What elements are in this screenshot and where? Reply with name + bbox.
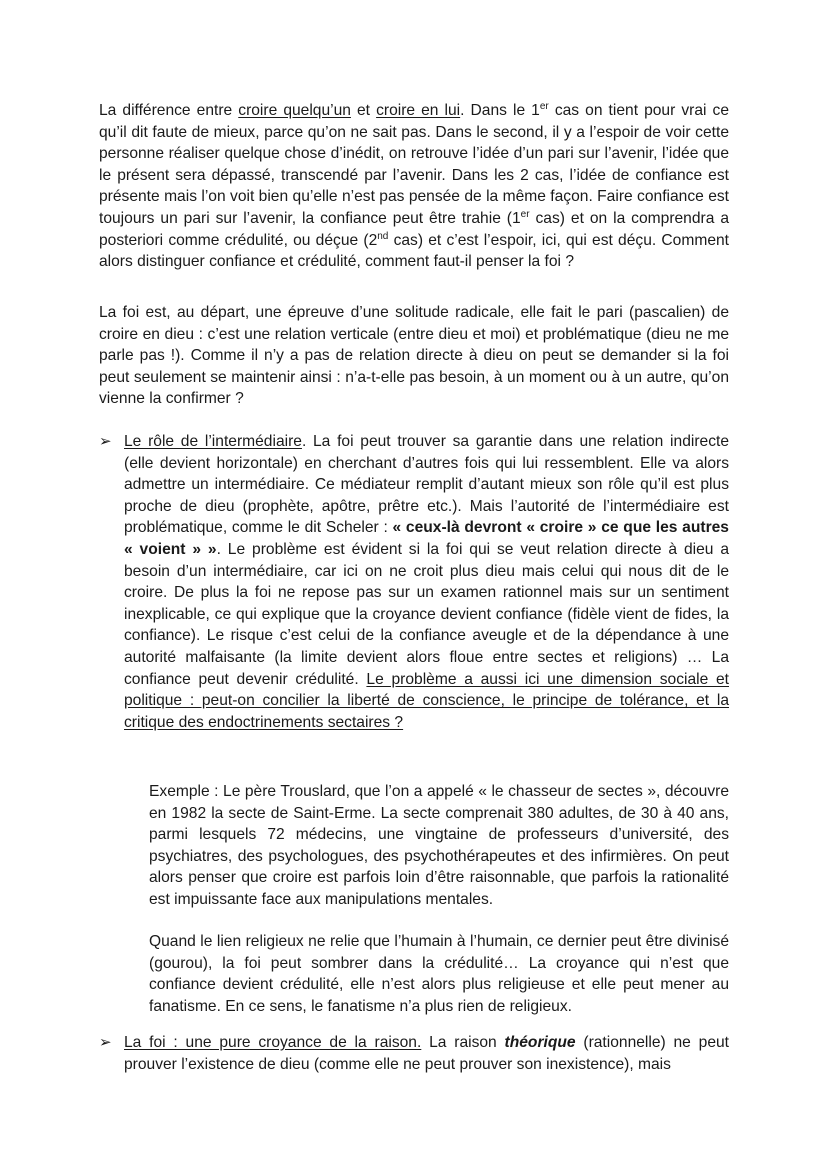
example-trouslard: Exemple : Le père Trouslard, que l’on a appelé « le chasseur de sectes », découvre en 1982 la secte de Saint-Erme. La secte comprenait 380 adultes, de 30 à 40 ans, parmi lesquels 72 médecins, une vingtaine de professeurs d’université, des psychiatres, des psychologues, des psychothérapeutes et des infirmières. On peut alors penser que croire est parfois loin d’être raisonnable, que parfois la rationalité est impuissante face aux manipulations mentales. bbox=[149, 783, 729, 908]
bullet-foi-croyance-raison: La foi : une pure croyance de la raison. La raison théorique (rationnelle) ne peut prouver l’existence de dieu (comme elle ne peut prouver son inexistence), mais bbox=[124, 1034, 729, 1073]
bullet-arrow-icon: ➢ bbox=[99, 1033, 112, 1051]
paragraph-intro: La différence entre croire quelqu’un et croire en lui. Dans le 1er cas on tient pour vrai ce qu’il dit faute de mieux, parce qu’on ne sait pas. Dans le second, il y a l’espoir de voir cette personne réaliser quelque chose d’inédit, on retrouve l’idée d’un pari sur l’avenir, l’idée que le présent sera dépassé, transcendé par l’avenir. Dans les 2 cas, l’idée de confiance est présente mais l’on voit bien qu’elle n’est pas pensée de la même façon. Faire confiance est toujours un pari sur l’avenir, la confiance peut être trahie (1er cas) et on la comprendra a posteriori comme crédulité, ou déçue (2nd cas) et c’est l’espoir, ici, qui est déçu. Comment alors distinguer confiance et crédulité, comment faut-il penser la foi ? bbox=[99, 101, 729, 271]
bullet-arrow-icon: ➢ bbox=[99, 432, 112, 450]
paragraph-lien-religieux: Quand le lien religieux ne relie que l’humain à l’humain, ce dernier peut être divinisé (gourou), la foi peut sombrer dans la crédulité… La croyance qui n’est que confiance devient crédulité, elle n’est alors plus religieuse et elle peut mener au fanatisme. En ce sens, le fanatisme n’a plus rien de religieux. bbox=[149, 933, 729, 1015]
scheler-quote: « ceux-là devront « croire » ce que les autres « voient » » bbox=[124, 519, 729, 558]
underlined-term-croire-en-lui: croire en lui bbox=[376, 102, 461, 119]
paragraph-foi-solitude: La foi est, au départ, une épreuve d’une solitude radicale, elle fait le pari (pascalien) de croire en dieu : c’est une relation verticale (entre dieu et moi) et problématique (dieu ne me parle pas !). Comme il n’y a pas de relation directe à dieu on peut se demander si la foi peut seulement se maintenir ainsi : n’a-t-elle pas besoin, à un moment ou à un autre, qu’on vienne la confirmer ? bbox=[99, 304, 729, 408]
underlined-problem-statement: Le problème a aussi ici une dimension sociale et politique : peut-on concilier la liberté de conscience, le principe de tolérance, et la critique des endoctrinements sectaires ? bbox=[124, 670, 729, 731]
bullet-role-intermediaire: Le rôle de l’intermédiaire. La foi peut trouver sa garantie dans une relation indirecte (elle devient horizontale) en cherchant d’autres fois qui lui ressemblent. Elle va alors admettre un intermédiaire. Ce médiateur remplit d’autant mieux son rôle qu’il est plus proche de dieu (prophète, apôtre, prêtre etc.). Mais l’autorité de l’intermédiaire est problématique, comme le dit Scheler : « ceux-là devront « croire » ce que les autres « voient » ». Le problème est évident si la foi qui se veut relation directe à dieu a besoin d’un intermédiaire, car ici on ne croit plus dieu mais celui qui nous dit de le croire. De plus la foi ne repose pas sur un examen rationnel mais sur un sentiment inexplicable, ce qui explique que la croyance devient confiance (fidèle vient de fides, la confiance). Le risque c’est celui de la confiance aveugle et de la dépendance à une autorité malfaisante (la limite devient alors floue entre sectes et religions) … La confiance peut devenir crédulité. Le problème a aussi ici une dimension sociale et politique : peut-on concilier la liberté de conscience, le principe de tolérance, et la critique des endoctrinements sectaires ? bbox=[124, 433, 730, 731]
emphasis-theorique: théorique bbox=[504, 1034, 576, 1051]
underlined-term-croire-quelquun: croire quelqu’un bbox=[238, 102, 351, 119]
bullet-heading: La foi : une pure croyance de la raison. bbox=[124, 1034, 422, 1051]
bullet-heading: Le rôle de l’intermédiaire bbox=[124, 433, 302, 450]
